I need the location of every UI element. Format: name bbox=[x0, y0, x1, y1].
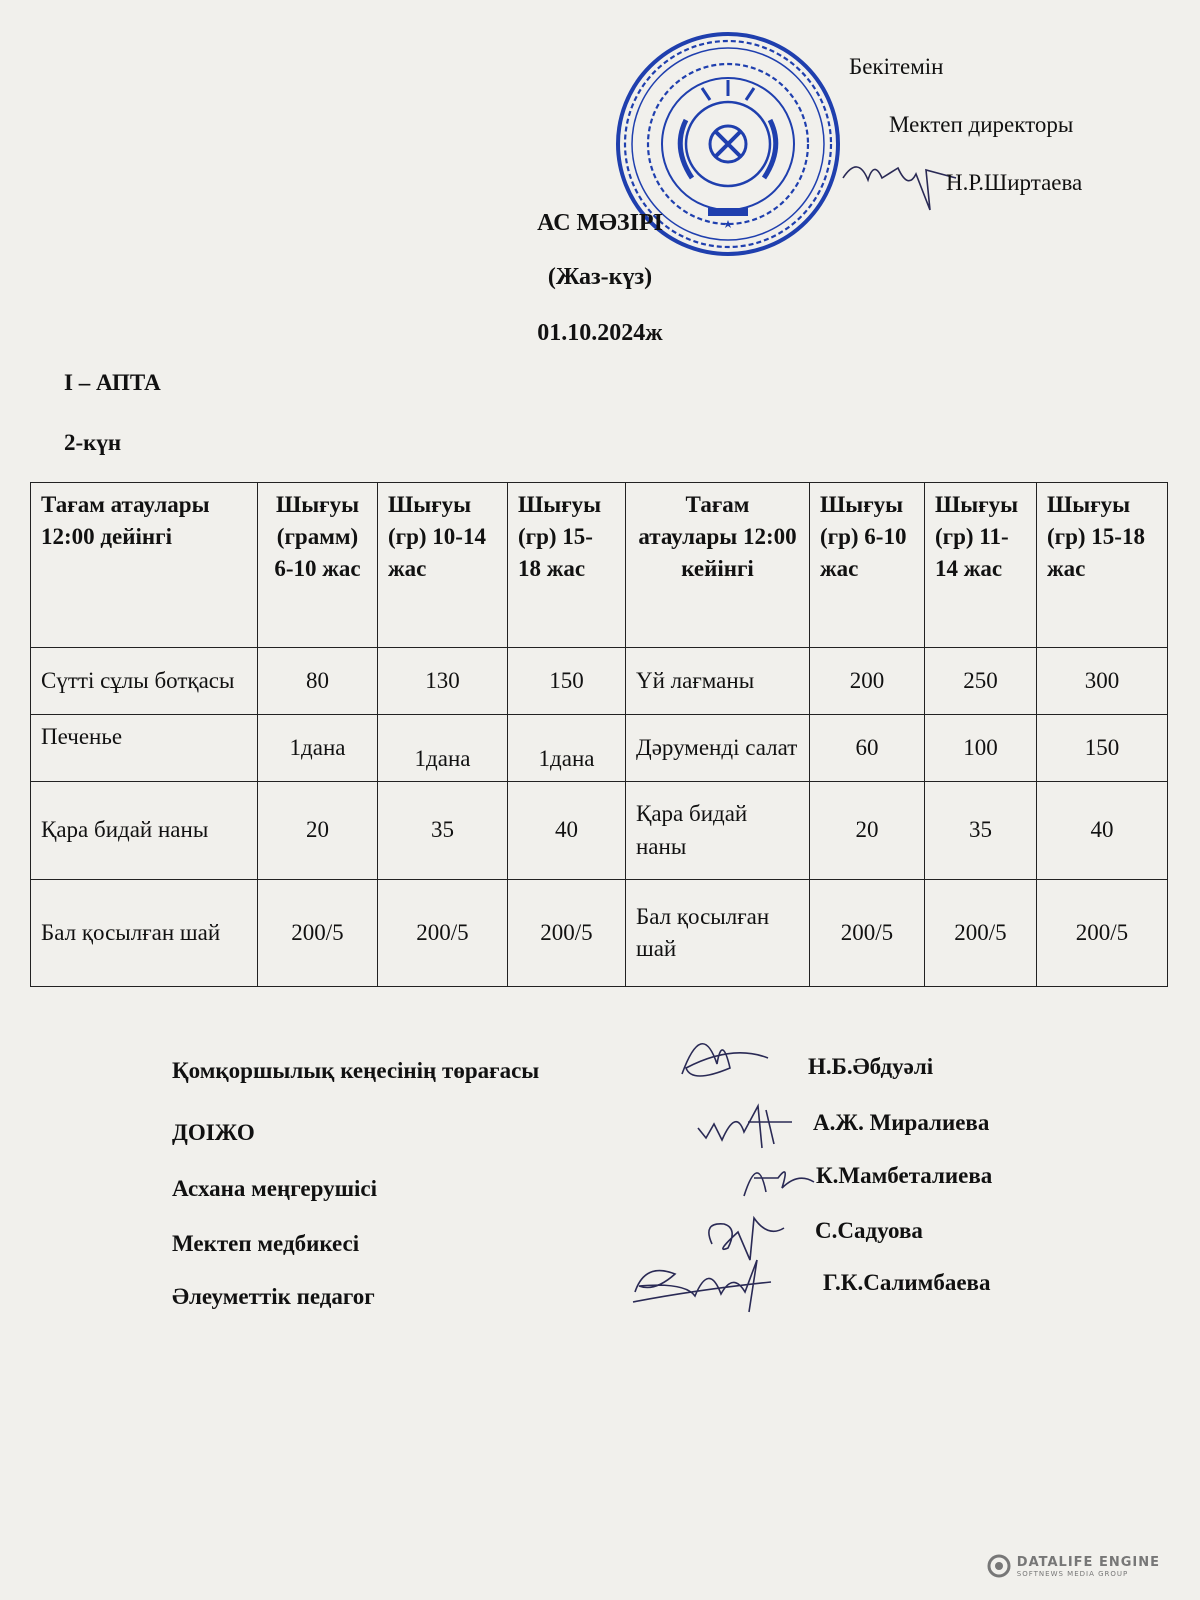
approval-label: Бекітемін bbox=[849, 54, 944, 79]
portion-cell: 150 bbox=[508, 648, 626, 715]
dish-name: Печенье bbox=[31, 715, 258, 782]
season-label: (Жаз-күз) bbox=[547, 264, 653, 290]
menu-table bbox=[30, 482, 1168, 987]
portion-cell: 40 bbox=[508, 782, 626, 880]
portion-cell: 200/5 bbox=[925, 880, 1037, 987]
signature-mark bbox=[672, 1024, 772, 1094]
header-cell: Шығуы (гр) 10-14 жас bbox=[378, 483, 508, 648]
portion-cell: 20 bbox=[810, 782, 925, 880]
table-row bbox=[31, 880, 1168, 987]
dish-name: Қара бидай наны bbox=[626, 782, 810, 880]
dish-name: Қара бидай наны bbox=[31, 782, 258, 880]
portion-cell: 200/5 bbox=[378, 880, 508, 987]
table-header-row bbox=[31, 483, 1168, 648]
portion-cell: 60 bbox=[810, 715, 925, 782]
signer-name: Н.Б.Әбдуәлі bbox=[808, 1054, 934, 1079]
header-cell: Тағам атаулары 12:00 кейінгі bbox=[626, 483, 810, 648]
portion-cell: 80 bbox=[258, 648, 378, 715]
portion-cell: 200/5 bbox=[258, 880, 378, 987]
signer-role: ДОІЖО bbox=[172, 1120, 255, 1145]
page-title: АС МӘЗІРІ bbox=[537, 210, 663, 236]
director-title: Мектеп директоры bbox=[889, 112, 1074, 137]
dish-name: Дәруменді салат bbox=[626, 715, 810, 782]
portion-cell: 150 bbox=[1037, 715, 1168, 782]
director-name: Н.Р.Ширтаева bbox=[946, 170, 1083, 195]
portion-cell: 200/5 bbox=[1037, 880, 1168, 987]
watermark-title: DATALIFE ENGINE bbox=[1016, 1554, 1160, 1570]
dish-name: Сүтті сұлы ботқасы bbox=[31, 648, 258, 715]
watermark-subtitle: SOFTNEWS MEDIA GROUP bbox=[1016, 1569, 1129, 1578]
portion-cell: 35 bbox=[925, 782, 1037, 880]
header-cell: Тағам атаулары 12:00 дейінгі bbox=[31, 483, 258, 648]
menu-date: 01.10.2024ж bbox=[537, 320, 663, 346]
portion-cell: 40 bbox=[1037, 782, 1168, 880]
table-row bbox=[31, 782, 1168, 880]
signer-name: Г.К.Салимбаева bbox=[823, 1270, 991, 1295]
signer-role: Мектеп медбикесі bbox=[172, 1231, 360, 1256]
table-row bbox=[31, 648, 1168, 715]
signer-role: Асхана меңгерушісі bbox=[172, 1176, 378, 1201]
watermark bbox=[987, 1554, 1160, 1578]
portion-cell: 300 bbox=[1037, 648, 1168, 715]
dish-name: Үй лағманы bbox=[626, 648, 810, 715]
signer-role: Қомқоршылық кеңесінің төрағасы bbox=[172, 1058, 540, 1083]
portion-cell: 100 bbox=[925, 715, 1037, 782]
day-label: 2-күн bbox=[64, 430, 122, 455]
header-cell: Шығуы (грамм) 6-10 жас bbox=[258, 483, 378, 648]
portion-cell: 200 bbox=[810, 648, 925, 715]
signature-mark bbox=[692, 1098, 802, 1158]
week-label: I – АПТА bbox=[64, 370, 161, 395]
header-cell: Шығуы (гр) 15-18 жас bbox=[508, 483, 626, 648]
signer-name: С.Садуова bbox=[815, 1218, 923, 1243]
dish-name: Бал қосылған шай bbox=[626, 880, 810, 987]
portion-cell: 1дана bbox=[258, 715, 378, 782]
header-cell: Шығуы (гр) 15-18 жас bbox=[1037, 483, 1168, 648]
portion-cell: 20 bbox=[258, 782, 378, 880]
portion-cell: 1дана bbox=[508, 715, 626, 782]
portion-cell: 200/5 bbox=[810, 880, 925, 987]
signer-name: К.Мамбеталиева bbox=[816, 1163, 993, 1188]
director-signature bbox=[838, 150, 958, 216]
table-row bbox=[31, 715, 1168, 782]
portion-cell: 130 bbox=[378, 648, 508, 715]
header-cell: Шығуы (гр) 11-14 жас bbox=[925, 483, 1037, 648]
signature-mark bbox=[625, 1252, 775, 1322]
portion-cell: 35 bbox=[378, 782, 508, 880]
signer-role: Әлеуметтік педагог bbox=[172, 1284, 375, 1309]
watermark-logo-icon bbox=[987, 1554, 1011, 1578]
signer-name: А.Ж. Миралиева bbox=[813, 1110, 990, 1135]
signature-mark bbox=[738, 1152, 818, 1208]
portion-cell: 200/5 bbox=[508, 880, 626, 987]
portion-cell: 250 bbox=[925, 648, 1037, 715]
header-cell: Шығуы (гр) 6-10 жас bbox=[810, 483, 925, 648]
dish-name: Бал қосылған шай bbox=[31, 880, 258, 987]
portion-cell: 1дана bbox=[378, 715, 508, 782]
